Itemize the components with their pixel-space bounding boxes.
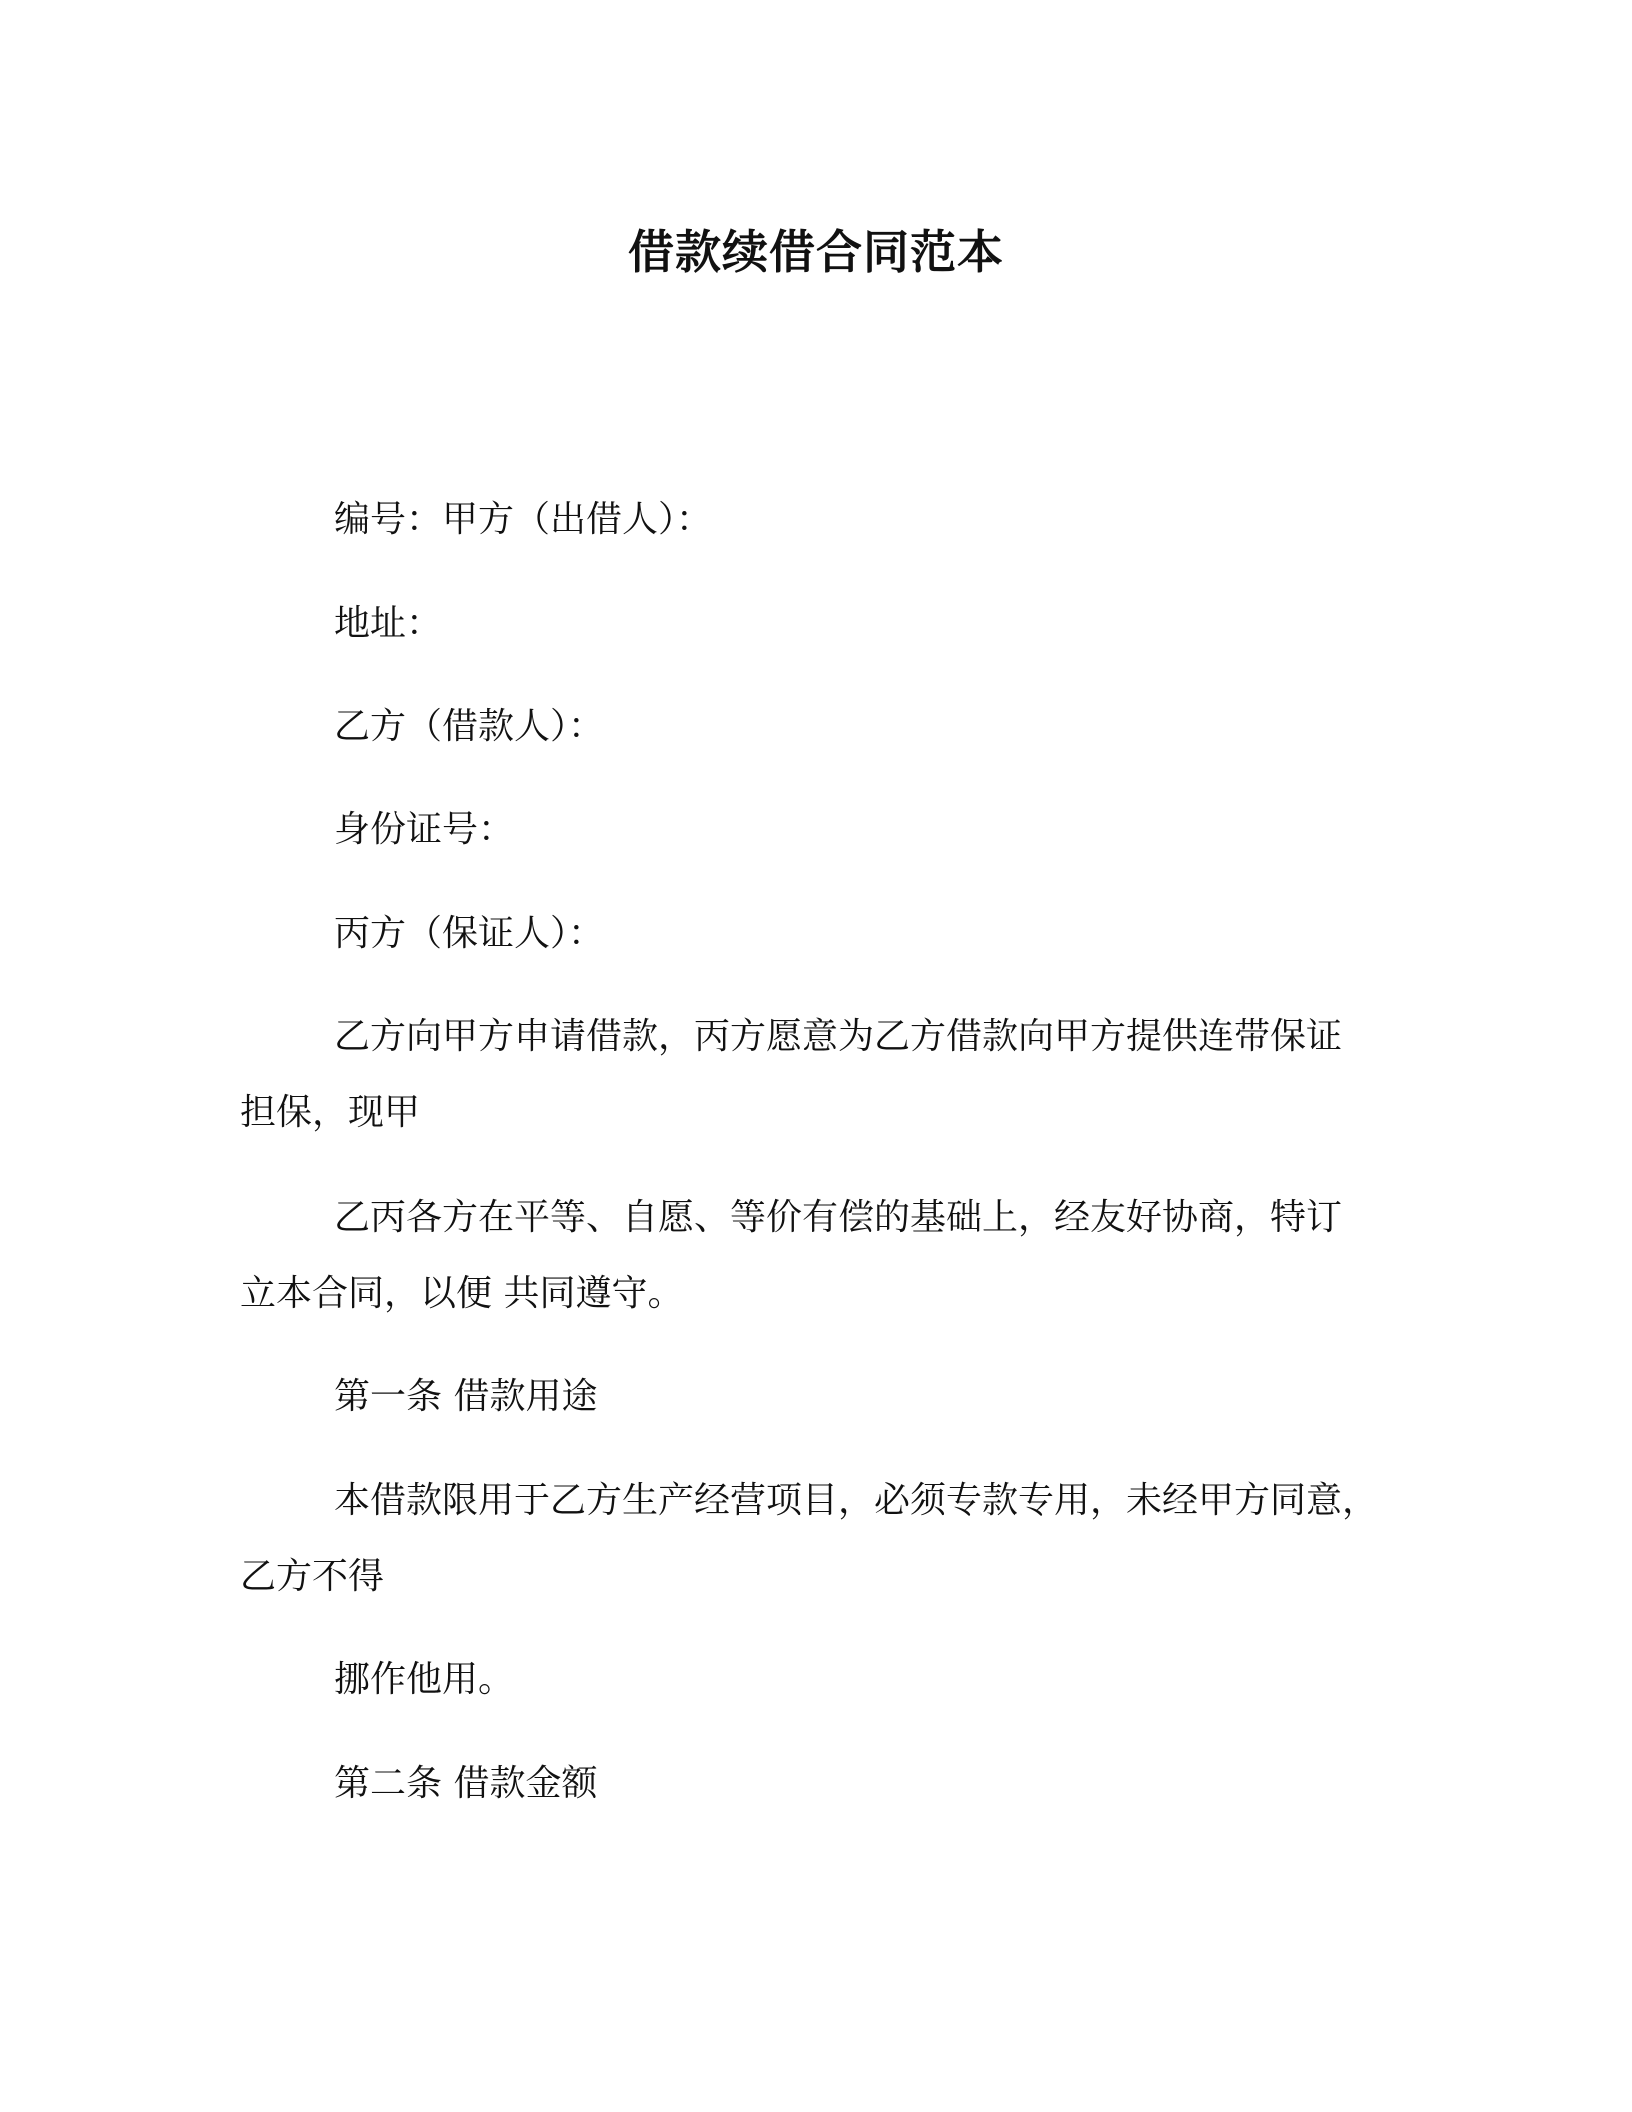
preamble-paragraph-line-2: 担保，现甲: [240, 1092, 421, 1133]
contract-number-party-a-line: 编号：甲方（出借人）：: [334, 499, 713, 540]
document-title: 借款续借合同范本: [628, 225, 1004, 279]
article-1-heading: 第一条 借款用途: [334, 1376, 598, 1417]
party-c-line: 丙方（保证人）：: [334, 913, 605, 954]
article-1-text-line-3: 挪作他用。: [334, 1659, 515, 1700]
article-1-text-line-1: 本借款限用于乙方生产经营项目，必须专款专用，未经甲方同意，: [334, 1480, 1379, 1521]
address-line: 地址：: [334, 603, 443, 644]
preamble-paragraph-line-3: 乙丙各方在平等、自愿、等价有偿的基础上，经友好协商，特订: [334, 1197, 1343, 1238]
preamble-paragraph-line-4: 立本合同，以便 共同遵守。: [240, 1273, 684, 1314]
id-number-line: 身份证号：: [334, 809, 515, 850]
preamble-paragraph-line-1: 乙方向甲方申请借款，丙方愿意为乙方借款向甲方提供连带保证: [334, 1016, 1343, 1057]
party-b-line: 乙方（借款人）：: [334, 706, 605, 747]
article-1-text-line-2: 乙方不得: [240, 1556, 385, 1597]
article-2-heading: 第二条 借款金额: [334, 1763, 598, 1804]
